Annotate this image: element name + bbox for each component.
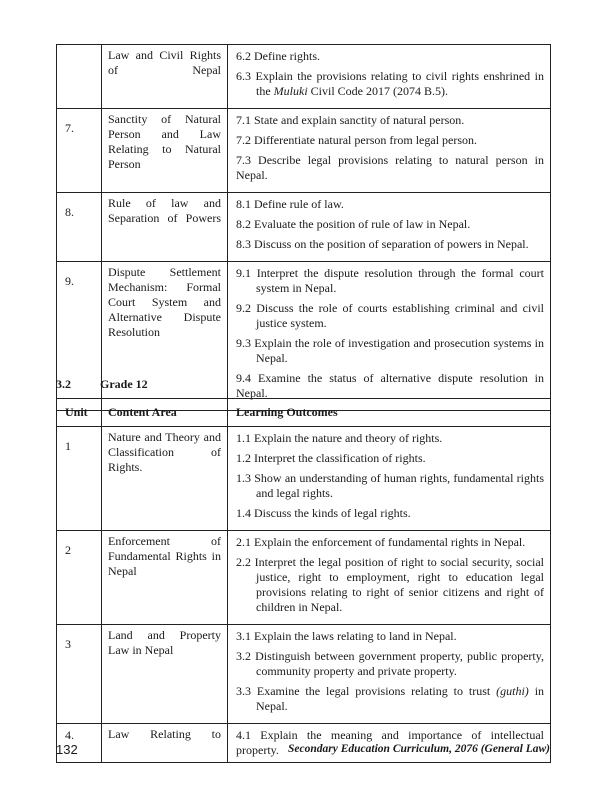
list-item: 8.1 Define rule of law. bbox=[236, 197, 344, 211]
learning-outcomes-cell bbox=[228, 193, 551, 262]
content-area-cell: Law and Civil Rights of Nepal bbox=[102, 45, 228, 109]
unit-cell: 4. bbox=[57, 724, 102, 763]
list-item: 9.4 Examine the status of alternative dispute resolution in Nepal. bbox=[236, 371, 544, 400]
learning-outcomes-cell bbox=[228, 262, 551, 411]
list-item: 4.1 Explain the meaning and importance of intellectual property. bbox=[236, 728, 544, 757]
list-item: 9.1 Interpret the dispute resolution through the formal court system in Nepal. bbox=[236, 266, 544, 295]
table-header-row bbox=[57, 399, 551, 427]
list-item: 3.2 Distinguish between government property, public property, community property and private property. bbox=[236, 649, 544, 678]
list-item: 8.2 Evaluate the position of rule of law in Nepal. bbox=[236, 217, 471, 231]
list-item: 6.3 Explain the provisions relating to civil rights enshrined in the Muluki Civil Code 2017 (2074 B.5). bbox=[236, 69, 544, 98]
list-item: 7.3 Describe legal provisions relating to natural person in Nepal. bbox=[236, 153, 544, 182]
unit-cell bbox=[57, 45, 102, 109]
curriculum-table-continued bbox=[56, 44, 551, 411]
list-item: 6.2 Define rights. bbox=[236, 49, 320, 63]
list-item: 1.3 Show an understanding of human rights, fundamental rights and legal rights. bbox=[236, 471, 544, 500]
list-item: 9.3 Explain the role of investigation and prosecution systems in Nepal. bbox=[236, 336, 544, 365]
learning-outcomes-cell bbox=[228, 531, 551, 625]
unit-cell: 8. bbox=[57, 193, 102, 262]
content-area-cell: Dispute Settlement Mechanism: Formal Court System and Alternative Dispute Resolution bbox=[102, 262, 228, 411]
list-item: 3.3 Examine the legal provisions relating to trust (guthi) in Nepal. bbox=[236, 684, 545, 713]
list-item: 3.1 Explain the laws relating to land in Nepal. bbox=[236, 629, 457, 643]
section-heading bbox=[56, 377, 148, 392]
table-row bbox=[57, 193, 551, 262]
list-item: 2.2 Interpret the legal position of right to social security, social justice, right to employment, right to education legal provisions relating to right of senior citizens and right of children in Nepal. bbox=[236, 555, 544, 614]
learning-outcomes-cell bbox=[228, 45, 551, 109]
list-item: 8.3 Discuss on the position of separation of powers in Nepal. bbox=[236, 237, 529, 251]
list-item: 7.2 Differentiate natural person from legal person. bbox=[236, 133, 478, 147]
content-area-cell: Nature and Theory and Classification of Rights. bbox=[102, 427, 228, 531]
page-number: 132 bbox=[56, 742, 78, 757]
list-item: 7.1 State and explain sanctity of natural person. bbox=[236, 113, 465, 127]
learning-outcomes-cell bbox=[228, 427, 551, 531]
table-row bbox=[57, 109, 551, 193]
list-item: 1.1 Explain the nature and theory of rights. bbox=[236, 431, 443, 445]
table-row bbox=[57, 531, 551, 625]
unit-cell: 3 bbox=[57, 625, 102, 724]
table-row bbox=[57, 625, 551, 724]
content-area-cell: Sanctity of Natural Person and Law Relating to Natural Person bbox=[102, 109, 228, 193]
unit-cell: 2 bbox=[57, 531, 102, 625]
table-row bbox=[57, 427, 551, 531]
content-area-cell: Rule of law and Separation of Powers bbox=[102, 193, 228, 262]
content-area-cell: Law Relating to bbox=[102, 724, 228, 763]
content-area-cell: Enforcement of Fundamental Rights in Nepal bbox=[102, 531, 228, 625]
content-area-cell: Land and Property Law in Nepal bbox=[102, 625, 228, 724]
learning-outcomes-cell bbox=[228, 625, 551, 724]
header-unit: Unit bbox=[57, 399, 102, 427]
list-item: 1.4 Discuss the kinds of legal rights. bbox=[236, 506, 411, 520]
grade-12-curriculum-table bbox=[56, 398, 551, 763]
unit-cell: 9. bbox=[57, 262, 102, 411]
list-item: 2.1 Explain the enforcement of fundamental rights in Nepal. bbox=[236, 535, 526, 549]
footer-title: Secondary Education Curriculum, 2076 (General Law) bbox=[288, 743, 550, 755]
list-item: 1.2 Interpret the classification of rights. bbox=[236, 451, 426, 465]
section-title: Grade 12 bbox=[100, 377, 148, 391]
list-item: 9.2 Discuss the role of courts establishing criminal and civil justice system. bbox=[236, 301, 544, 330]
header-content-area: Content Area bbox=[102, 399, 228, 427]
learning-outcomes-cell bbox=[228, 109, 551, 193]
table-row bbox=[57, 45, 551, 109]
unit-cell: 7. bbox=[57, 109, 102, 193]
section-number: 3.2 bbox=[56, 377, 71, 391]
header-learning-outcomes: Learning Outcomes bbox=[228, 399, 551, 427]
unit-cell: 1 bbox=[57, 427, 102, 531]
